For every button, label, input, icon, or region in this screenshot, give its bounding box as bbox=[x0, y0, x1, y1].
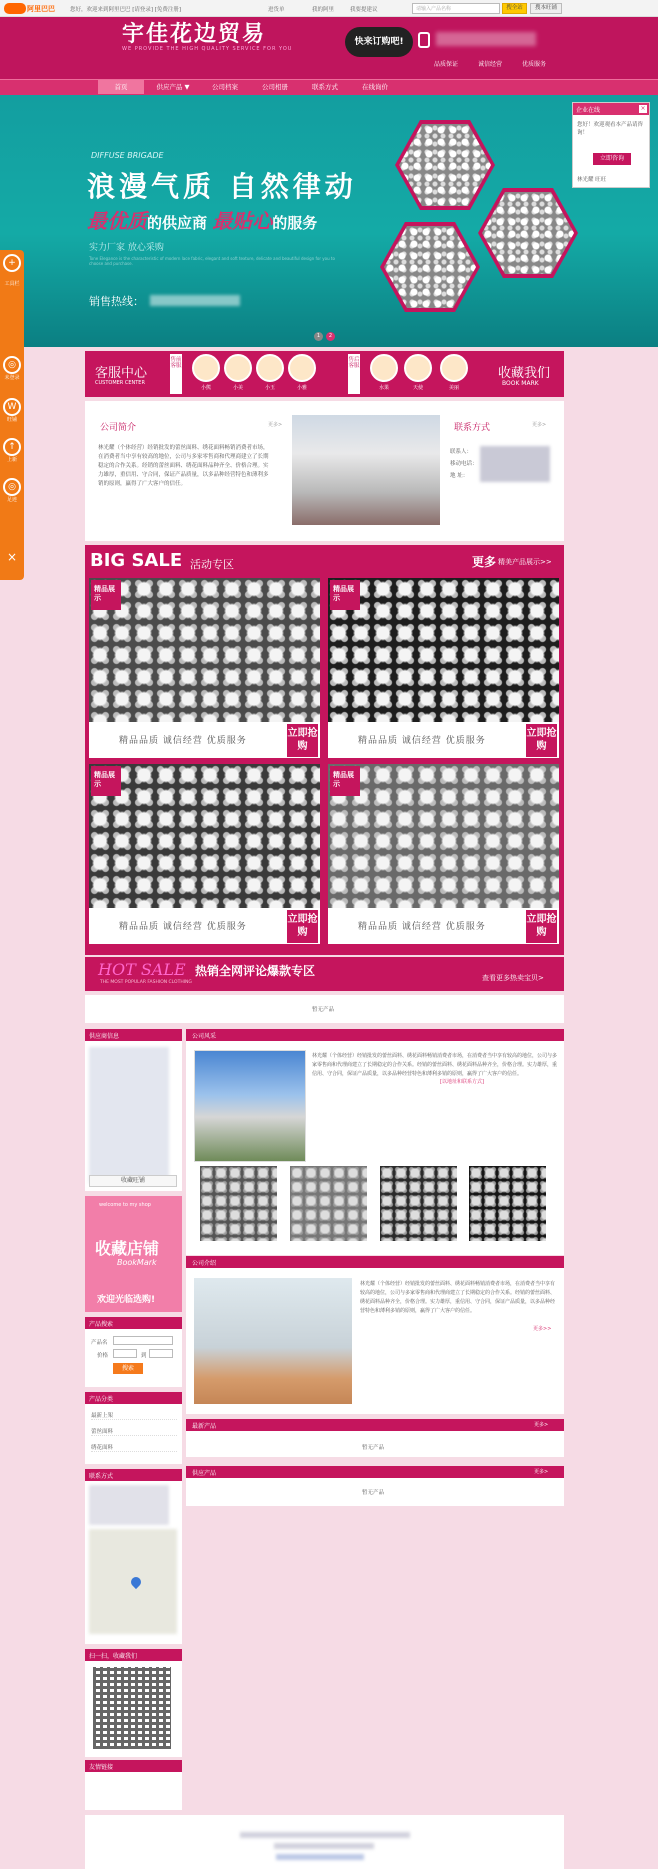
order-bubble: 快来订购吧! bbox=[345, 27, 413, 57]
supplier-info-head: 供应商信息 bbox=[85, 1029, 182, 1041]
supply-products-more[interactable]: 更多> bbox=[534, 1469, 549, 1475]
post-sale-tag: 售后客服 bbox=[348, 354, 360, 394]
my-alibaba-link[interactable]: 我的阿里 bbox=[312, 7, 335, 13]
hot-sale-title-en: THE MOST POPULAR FASHION CLOTHING bbox=[100, 980, 192, 985]
nav-inquiry[interactable]: 在线询价 bbox=[362, 83, 388, 91]
hot-sale-empty: 暂无产品 bbox=[312, 1007, 335, 1013]
banner-slogan-d: 的服务 bbox=[272, 214, 318, 232]
product-category-head: 产品分类 bbox=[85, 1392, 182, 1404]
shop-label: 旺铺 bbox=[6, 417, 17, 423]
category-item[interactable]: 蕾丝面料 bbox=[91, 1427, 177, 1436]
product-category-box bbox=[85, 1392, 182, 1464]
new-arrival-label: 上新 bbox=[6, 457, 17, 463]
side-contact-text bbox=[89, 1485, 169, 1525]
avatar[interactable] bbox=[288, 354, 316, 382]
product-tile-4[interactable] bbox=[328, 764, 559, 944]
company-thumb-4[interactable] bbox=[469, 1166, 546, 1241]
toolbar-plus-icon[interactable]: + bbox=[3, 254, 21, 272]
fav-welcome: 欢迎光临选购! bbox=[97, 1295, 156, 1305]
online-service-box bbox=[572, 102, 650, 188]
cs-name-3[interactable]: 小玉 bbox=[264, 385, 275, 391]
workshop-photo bbox=[194, 1278, 352, 1404]
new-products-more[interactable]: 更多> bbox=[534, 1422, 549, 1428]
price-max-input[interactable] bbox=[149, 1349, 173, 1358]
footer bbox=[85, 1815, 564, 1869]
avatar[interactable] bbox=[192, 354, 220, 382]
fav-small-text: welcome to my shop bbox=[99, 1202, 151, 1208]
product-caption: 精品品质 诚信经营 优质服务 bbox=[358, 922, 486, 932]
buy-now-button[interactable]: 立即抢购 bbox=[287, 724, 318, 757]
big-sale-more[interactable]: 更多 bbox=[472, 555, 497, 569]
product-search-head: 产品搜索 bbox=[85, 1317, 182, 1329]
suggest-link[interactable]: 我要提建议 bbox=[350, 7, 378, 13]
shop-header bbox=[0, 17, 658, 79]
contact-label-address: 地 址： bbox=[450, 473, 469, 479]
toolbar-label: 工具栏 bbox=[4, 281, 20, 287]
login-label: 未登录 bbox=[4, 375, 20, 381]
new-products-empty: 暂无产品 bbox=[362, 1445, 385, 1451]
shop-title: 宇佳花边贸易 bbox=[122, 21, 267, 47]
price-min-input[interactable] bbox=[113, 1349, 137, 1358]
company-thumb-3[interactable] bbox=[380, 1166, 457, 1241]
contact-label-mobile: 移动电话： bbox=[450, 461, 478, 467]
top-search-input[interactable]: 请输入产品名称 bbox=[412, 3, 500, 14]
buy-now-button[interactable]: 立即抢购 bbox=[526, 910, 557, 943]
big-sale-title: BIG SALE bbox=[90, 550, 183, 571]
footer-text-line-3 bbox=[276, 1854, 364, 1860]
customer-service-bar bbox=[85, 351, 564, 397]
online-service-text: 您好！欢迎观看本产品请咨询！ bbox=[577, 122, 644, 136]
banner-hotline: 销售热线： bbox=[89, 295, 144, 308]
banner-dot-1[interactable]: 1 bbox=[314, 332, 323, 341]
alibaba-logo[interactable] bbox=[4, 3, 26, 14]
cs-name-5[interactable]: 水果 bbox=[378, 385, 389, 391]
category-item[interactable]: 绣花面料 bbox=[91, 1443, 177, 1452]
supplier-info-content bbox=[89, 1047, 169, 1183]
company-style-text: 林光耀（个体经营）经销批发的蕾丝面料、绣花面料畅销消费者市场，在消费者当中享有较高的地位，公司与多家零售商和代理商建立了长期稳定的合作关系。经销的蕾丝面料、绣花面料品种齐全，价格合理。实力雄厚，重信用、守合同，保证产品质量，以多品种经营特色和薄利多销的原则，赢得了广大客户的信任。 bbox=[312, 1053, 558, 1077]
phone-icon bbox=[418, 32, 430, 48]
hot-sale-more[interactable]: 查看更多热卖宝贝> bbox=[482, 974, 544, 982]
nav-contact[interactable]: 联系方式 bbox=[312, 83, 338, 91]
cs-name-2[interactable]: 小美 bbox=[232, 385, 243, 391]
featured-tag: 精品展示 bbox=[330, 580, 360, 610]
big-sale-more-sub[interactable]: 精美产品展示>> bbox=[498, 558, 552, 566]
shop-icon[interactable]: W bbox=[3, 398, 21, 416]
featured-tag: 精品展示 bbox=[91, 580, 121, 610]
banner-slogan bbox=[87, 205, 317, 234]
category-item[interactable]: 最新上架 bbox=[91, 1411, 177, 1420]
qr-box bbox=[85, 1649, 182, 1757]
fav-en-text: BookMark bbox=[117, 1258, 157, 1267]
banner-english: DIFFUSE BRIGADE bbox=[91, 151, 164, 160]
cs-title: 客服中心 bbox=[95, 366, 148, 381]
cs-name-4[interactable]: 小雅 bbox=[296, 385, 307, 391]
banner-hotline-number bbox=[150, 295, 240, 306]
pledge-quality: 品质保证 bbox=[434, 61, 459, 68]
search-name-input[interactable] bbox=[113, 1336, 173, 1345]
footer-text-line-2 bbox=[274, 1843, 374, 1849]
hot-sale-title-cn: 热销全网评论爆款专区 bbox=[195, 964, 316, 978]
banner-tagline: 实力厂家 放心采购 bbox=[89, 243, 164, 253]
logo-text[interactable]: 阿里巴巴 bbox=[27, 5, 55, 13]
product-image-3[interactable] bbox=[89, 764, 320, 908]
contact-values bbox=[480, 446, 550, 482]
search-price-label: 价格 bbox=[97, 1353, 109, 1359]
company-thumb-2[interactable] bbox=[290, 1166, 367, 1241]
contact-more-link[interactable]: 更多> bbox=[532, 422, 547, 428]
side-contact-head: 联系方式 bbox=[85, 1469, 182, 1481]
close-icon[interactable]: × bbox=[640, 105, 646, 112]
pledge-integrity: 诚信经营 bbox=[478, 61, 503, 68]
bookmark-title[interactable]: 收藏我们 bbox=[498, 366, 551, 381]
banner-small-text: Tone Elegance is the characteristic of modern lace fabric, elegant and soft texture, delicate and beautiful design for you to choose and purchase. bbox=[89, 256, 335, 266]
search-to-label: 到 bbox=[141, 1353, 147, 1359]
product-image-4[interactable] bbox=[328, 764, 559, 908]
pre-sale-tag: 售前客服 bbox=[170, 354, 182, 394]
company-style-head: 公司风采 bbox=[186, 1029, 564, 1041]
consult-button[interactable]: 立即咨询 bbox=[593, 153, 631, 165]
company-thumb-1[interactable] bbox=[200, 1166, 277, 1241]
intro-more-link[interactable]: 更多> bbox=[268, 422, 283, 428]
banner-headline: 浪漫气质 自然律动 bbox=[87, 170, 357, 203]
search-all-button[interactable]: 搜全站 bbox=[502, 3, 527, 14]
buy-now-button[interactable]: 立即抢购 bbox=[526, 724, 557, 757]
contact-label-person: 联系人： bbox=[450, 449, 473, 455]
qr-code bbox=[93, 1667, 171, 1749]
buy-now-button[interactable]: 立即抢购 bbox=[287, 910, 318, 943]
product-image-1[interactable] bbox=[89, 578, 320, 722]
company-building-photo bbox=[292, 415, 440, 525]
avatar[interactable] bbox=[404, 354, 432, 382]
cs-name-6[interactable]: 天使 bbox=[412, 385, 423, 391]
nav-products[interactable]: 供应产品 ▼ bbox=[156, 83, 190, 91]
toolbar-close-icon[interactable]: × bbox=[6, 550, 18, 564]
banner-slogan-c: 最贴心 bbox=[212, 209, 273, 233]
product-search-box bbox=[85, 1317, 182, 1387]
nav-home[interactable]: 首页 bbox=[98, 80, 144, 94]
featured-tag: 精品展示 bbox=[91, 766, 121, 796]
welcome-text[interactable]: 您好，欢迎来到阿里巴巴 [请登录] [免费注册] bbox=[70, 7, 182, 13]
product-caption: 精品品质 诚信经营 优质服务 bbox=[119, 922, 247, 932]
big-sale-title-cn: 活动专区 bbox=[190, 558, 234, 571]
company-style-link[interactable]: [以地址和联系方式] bbox=[440, 1079, 484, 1085]
qr-head: 扫一扫，收藏我们 bbox=[85, 1649, 182, 1661]
featured-tag: 精品展示 bbox=[330, 766, 360, 796]
side-contact-box bbox=[85, 1469, 182, 1644]
footprint-icon[interactable]: ◎ bbox=[3, 478, 21, 496]
cs-title-en: CUSTOMER CENTER bbox=[95, 380, 145, 386]
product-tile-2[interactable] bbox=[328, 578, 559, 758]
footprint-label: 足迹 bbox=[6, 497, 17, 503]
shop-subtitle: WE PROVIDE THE HIGH QUALITY SERVICE FOR YOU bbox=[122, 46, 293, 52]
fav-big-text: 收藏店铺 bbox=[95, 1239, 160, 1258]
contact-title: 联系方式 bbox=[454, 423, 491, 433]
avatar[interactable] bbox=[370, 354, 398, 382]
supply-products-head: 供应产品 bbox=[186, 1466, 564, 1478]
company-intro-text: 林光耀（个体经营）经销批发的蕾丝面料、绣花面料畅销消费者市场，在消费者当中享有较高的地位，公司与多家零售商和代理商建立了长期稳定的合作关系。经销的蕾丝面料、绣花面料品种齐全，价格合理。实力雄厚，重信用、守合同，保证产品质量，以多品种经营特色和薄利多销的原则，赢得了广大客户的信任。 bbox=[360, 1281, 556, 1314]
friend-links-box bbox=[85, 1760, 182, 1810]
company-intro-more[interactable]: 更多>> bbox=[533, 1326, 552, 1332]
online-service-title: 企业在线 bbox=[573, 103, 649, 115]
favorite-shop-banner[interactable] bbox=[85, 1196, 182, 1312]
friend-links-head: 友情链接 bbox=[85, 1760, 182, 1772]
product-tile-1[interactable] bbox=[89, 578, 320, 758]
cs-name-7[interactable]: 美丽 bbox=[448, 385, 459, 391]
bookmark-shop-button[interactable]: 收藏旺铺 bbox=[89, 1175, 177, 1187]
cs-name-1[interactable]: 小熊 bbox=[200, 385, 211, 391]
login-icon[interactable]: ◎ bbox=[3, 356, 21, 374]
product-caption: 精品品质 诚信经营 优质服务 bbox=[119, 736, 247, 746]
search-name-label: 产品名 bbox=[91, 1340, 108, 1346]
product-caption: 精品品质 诚信经营 优质服务 bbox=[358, 736, 486, 746]
product-search-button[interactable]: 搜索 bbox=[113, 1363, 143, 1374]
nav-profile[interactable]: 公司档案 bbox=[212, 83, 238, 91]
avatar[interactable] bbox=[224, 354, 252, 382]
company-intro-head: 公司介绍 bbox=[186, 1256, 564, 1268]
supplier-info-box bbox=[85, 1029, 182, 1191]
factory-photo bbox=[194, 1050, 306, 1162]
phone-number bbox=[436, 32, 536, 46]
banner-slogan-b: 的供应商 bbox=[147, 214, 208, 232]
bookmark-title-en[interactable]: BOOK MARK bbox=[502, 380, 539, 387]
product-image-2[interactable] bbox=[328, 578, 559, 722]
new-products-head: 最新产品 bbox=[186, 1419, 564, 1431]
hot-sale-title: HOT SALE bbox=[98, 960, 186, 979]
banner-slogan-a: 最优质 bbox=[87, 209, 147, 233]
supply-products-empty: 暂无产品 bbox=[362, 1490, 385, 1496]
banner-dot-2[interactable]: 2 bbox=[326, 332, 335, 341]
intro-text: 林光耀（个体经营）经销批发的蕾丝面料、绣花面料畅销消费者市场，在消费者当中享有较高的地位，公司与多家零售商和代理商建立了长期稳定的合作关系。经销的蕾丝面料、绣花面料品种齐全、价格合理。实力雄厚，重信用、守合同，保证产品质量，以多品种经营特色和薄利多销的原则，赢得了广大客户的信任。 bbox=[98, 445, 269, 487]
product-tile-3[interactable] bbox=[89, 764, 320, 944]
avatar[interactable] bbox=[256, 354, 284, 382]
avatar[interactable] bbox=[440, 354, 468, 382]
wangwang-contact[interactable]: 林光耀 旺旺 bbox=[577, 177, 607, 183]
intro-title: 公司简介 bbox=[100, 423, 137, 433]
pledge-service: 优质服务 bbox=[522, 61, 547, 68]
nav-album[interactable]: 公司相册 bbox=[262, 83, 288, 91]
search-shop-button[interactable]: 搜本旺铺 bbox=[530, 3, 562, 14]
footer-text-line-1 bbox=[240, 1832, 410, 1838]
new-arrival-icon[interactable]: ↑ bbox=[3, 438, 21, 456]
cart-link[interactable]: 进货单 bbox=[268, 7, 285, 13]
